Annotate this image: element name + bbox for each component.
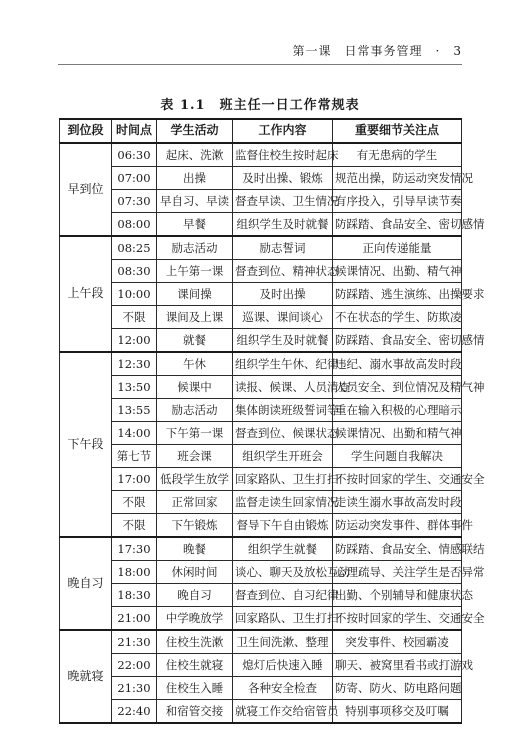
cell-work: 督查到位、精神状态 (233, 260, 333, 283)
daily-schedule-table (59, 118, 485, 724)
cell-activity: 住校生入睡 (157, 677, 233, 700)
cell-time: 14:00 (112, 422, 157, 445)
cell-focus: 突发事件、校园霸凌 (333, 630, 462, 654)
cell-focus: 人员安全、到位情况及精气神 (333, 376, 462, 399)
cell-activity: 正常回家 (157, 491, 233, 514)
cell-activity: 住校生就寝 (157, 654, 233, 677)
cell-activity: 下午第一课 (157, 422, 233, 445)
table-header (60, 119, 462, 143)
cell-activity: 低段学生放学 (157, 468, 233, 491)
table-row (60, 654, 462, 677)
cell-activity: 励志活动 (157, 399, 233, 422)
cell-work: 组织学生午休、纪律 (233, 352, 333, 376)
header-focus: 重要细节关注点 (333, 119, 462, 143)
cell-focus: 防踩踏、食品安全、密切感情 (333, 213, 462, 237)
cell-time: 18:30 (112, 584, 157, 607)
table-row (60, 445, 462, 468)
cell-work: 熄灯后快速入睡 (233, 654, 333, 677)
table-row (60, 514, 462, 538)
cell-focus: 出勤、个别辅导和健康状态 (333, 584, 462, 607)
cell-focus: 候课情况、出勤、精气神 (333, 260, 462, 283)
cell-time: 不限 (112, 491, 157, 514)
cell-activity: 上午第一课 (157, 260, 233, 283)
table-row (60, 167, 462, 190)
table-row (60, 677, 462, 700)
cell-focus: 防踩踏、食品安全、密切感情 (333, 329, 462, 353)
table-row (60, 260, 462, 283)
table-row (60, 143, 462, 167)
cell-focus: 重在输入积极的心理暗示 (333, 399, 462, 422)
cell-work: 卫生间洗漱、整理 (233, 630, 333, 654)
cell-time: 12:30 (112, 352, 157, 376)
header-row (60, 119, 462, 143)
cell-time: 07:00 (112, 167, 157, 190)
cell-focus: 正向传递能量 (333, 236, 462, 260)
cell-work: 及时出操 (233, 283, 333, 306)
cell-focus: 候课情况、出勤和精气神 (333, 422, 462, 445)
cell-time: 不限 (112, 306, 157, 329)
cell-focus: 特别事项移交及叮嘱 (333, 700, 462, 724)
cell-activity: 下午锻炼 (157, 514, 233, 538)
cell-activity: 班会课 (157, 445, 233, 468)
cell-time: 不限 (112, 514, 157, 538)
cell-activity: 早餐 (157, 213, 233, 237)
cell-work: 督查到位、候课状态 (233, 422, 333, 445)
cell-time: 07:30 (112, 190, 157, 213)
cell-period: 上午段 (60, 236, 112, 352)
table-row (60, 630, 462, 654)
cell-activity: 和宿管交接 (157, 700, 233, 724)
cell-work: 督导下午自由锻炼 (233, 514, 333, 538)
cell-time: 08:00 (112, 213, 157, 237)
cell-period: 晚就寝 (60, 630, 112, 723)
cell-focus: 防踩踏、逃生演练、出操要求 (333, 283, 462, 306)
cell-work: 读报、候课、人员清查 (233, 376, 333, 399)
table-row (60, 329, 462, 353)
cell-activity: 晚餐 (157, 537, 233, 561)
cell-work: 及时出操、锻炼 (233, 167, 333, 190)
cell-activity: 励志活动 (157, 236, 233, 260)
cell-time: 21:30 (112, 677, 157, 700)
table-row (60, 190, 462, 213)
cell-activity: 课间及上课 (157, 306, 233, 329)
cell-time: 13:55 (112, 399, 157, 422)
cell-work: 监督走读生回家情况 (233, 491, 333, 514)
table-row (60, 213, 462, 237)
cell-activity: 出操 (157, 167, 233, 190)
table-row (60, 306, 462, 329)
cell-period: 早到位 (60, 143, 112, 236)
header-period: 到位段 (60, 119, 112, 143)
table-row (60, 468, 462, 491)
header-work: 工作内容 (233, 119, 333, 143)
cell-time: 08:30 (112, 260, 157, 283)
cell-focus: 有无患病的学生 (333, 143, 462, 167)
table-body (60, 143, 485, 723)
cell-focus: 心理疏导、关注学生是否异常 (333, 561, 462, 584)
cell-time: 08:25 (112, 236, 157, 260)
cell-activity: 就餐 (157, 329, 233, 353)
cell-focus: 聊天、被窝里看书或打游戏 (333, 654, 462, 677)
cell-time: 18:00 (112, 561, 157, 584)
table-row (60, 584, 462, 607)
cell-work: 各种安全检查 (233, 677, 333, 700)
cell-time: 17:30 (112, 537, 157, 561)
header-time: 时间点 (112, 119, 157, 143)
cell-work: 谈心、聊天及放松互动 (233, 561, 333, 584)
cell-time: 22:00 (112, 654, 157, 677)
cell-time: 06:30 (112, 143, 157, 167)
cell-work: 组织学生开班会 (233, 445, 333, 468)
cell-activity: 住校生洗漱 (157, 630, 233, 654)
cell-activity: 休闲时间 (157, 561, 233, 584)
table-row (60, 236, 462, 260)
table-row (60, 376, 462, 399)
cell-focus: 不按时回家的学生、交通安全 (333, 468, 462, 491)
cell-work: 回家路队、卫生打扫 (233, 468, 333, 491)
cell-time: 17:00 (112, 468, 157, 491)
cell-period: 晚自习 (60, 537, 112, 630)
cell-time: 第七节 (112, 445, 157, 468)
cell-work: 就寝工作交给宿管员 (233, 700, 333, 724)
table-title: 表 1.1 班主任一日工作常规表 (160, 98, 360, 113)
cell-period: 下午段 (60, 352, 112, 537)
cell-time: 13:50 (112, 376, 157, 399)
cell-focus: 学生问题自我解决 (333, 445, 462, 468)
table-row (60, 561, 462, 584)
cell-work: 督查到位、自习纪律 (233, 584, 333, 607)
table-row (60, 537, 462, 561)
table-row (60, 399, 462, 422)
cell-work: 督查早读、卫生情况 (233, 190, 333, 213)
cell-work: 监督住校生按时起床 (233, 143, 333, 167)
running-header: 第一课 日常事务管理 · 3 (292, 44, 462, 58)
cell-activity: 中学晚放学 (157, 607, 233, 631)
cell-focus: 规范出操，防运动突发情况 (333, 167, 462, 190)
cell-activity: 起床、洗漱 (157, 143, 233, 167)
cell-work: 集体朗读班级誓词等 (233, 399, 333, 422)
cell-work: 组织学生就餐 (233, 537, 333, 561)
table-row (60, 491, 462, 514)
cell-work: 励志誓词 (233, 236, 333, 260)
cell-activity: 早自习、早读 (157, 190, 233, 213)
header-rule (58, 64, 462, 65)
cell-work: 回家路队、卫生打扫 (233, 607, 333, 631)
cell-focus: 有序投入，引导早读节奏 (333, 190, 462, 213)
cell-focus: 不在状态的学生、防欺凌 (333, 306, 462, 329)
table-row (60, 700, 462, 724)
cell-time: 22:40 (112, 700, 157, 724)
cell-work: 组织学生及时就餐 (233, 329, 333, 353)
cell-focus: 违纪、溺水事故高发时段 (333, 352, 462, 376)
cell-time: 10:00 (112, 283, 157, 306)
cell-focus: 走读生溺水事故高发时段 (333, 491, 462, 514)
cell-activity: 午休 (157, 352, 233, 376)
cell-focus: 不按时回家的学生、交通安全 (333, 607, 462, 631)
cell-activity: 课间操 (157, 283, 233, 306)
header-activity: 学生活动 (157, 119, 233, 143)
cell-time: 12:00 (112, 329, 157, 353)
cell-work: 巡课、课间谈心 (233, 306, 333, 329)
cell-focus: 防踩踏、食品安全、情感联结 (333, 537, 462, 561)
cell-work: 组织学生及时就餐 (233, 213, 333, 237)
table-row (60, 352, 462, 376)
table-row (60, 422, 462, 445)
cell-activity: 候课中 (157, 376, 233, 399)
table-row (60, 607, 462, 631)
cell-focus: 防运动突发事件、群体事件 (333, 514, 462, 538)
cell-activity: 晚自习 (157, 584, 233, 607)
table-row (60, 283, 462, 306)
cell-time: 21:30 (112, 630, 157, 654)
cell-time: 21:00 (112, 607, 157, 631)
cell-focus: 防寄、防火、防电路问题 (333, 677, 462, 700)
